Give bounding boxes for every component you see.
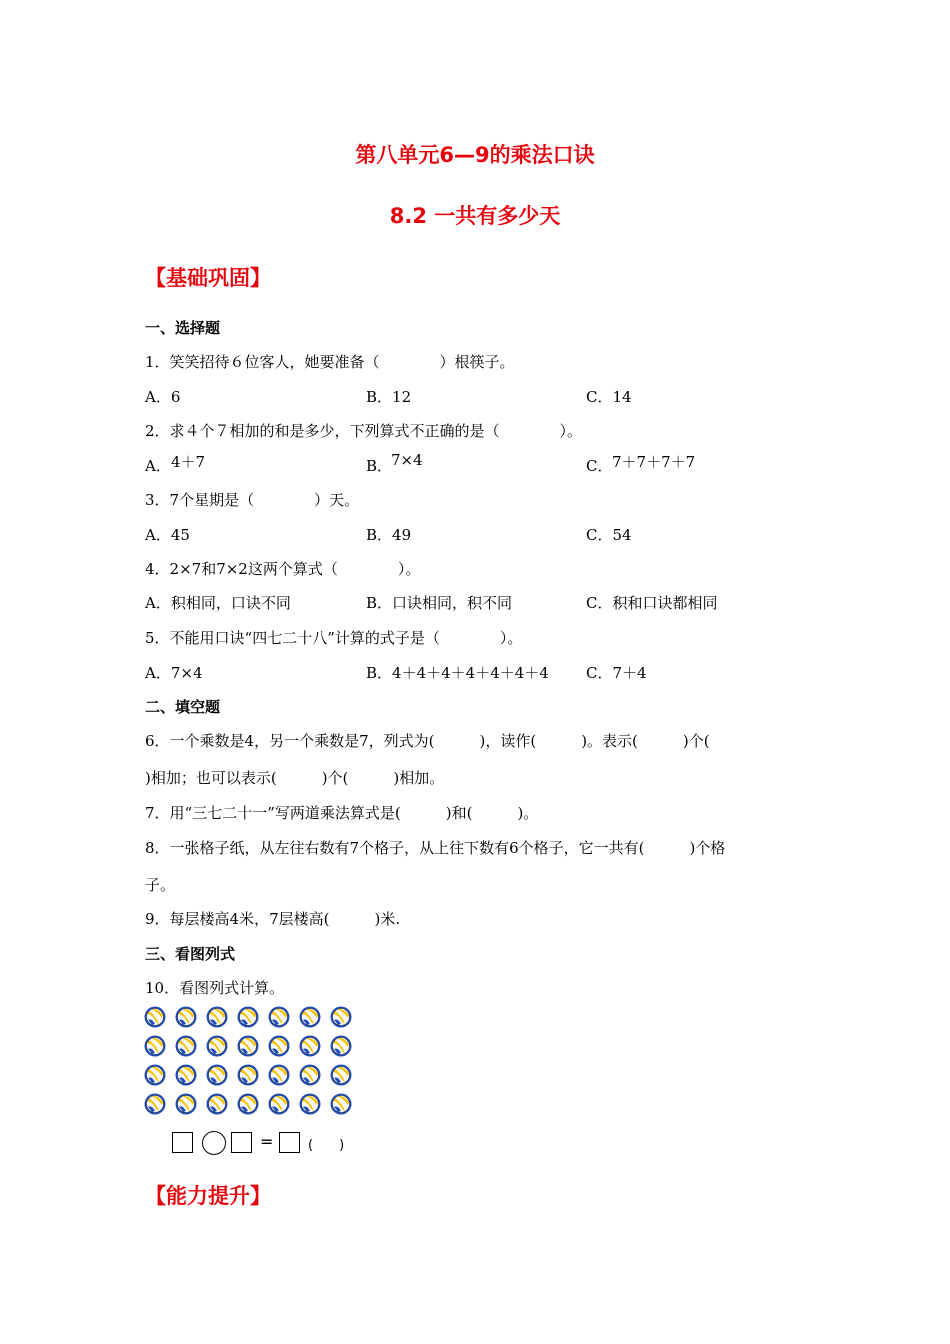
- q3-option-a: A．45: [145, 526, 190, 544]
- volleyball-icon: [206, 1006, 228, 1028]
- q4-option-a: A．积相同，口诀不同: [145, 594, 291, 612]
- page-title: 第八单元6—9的乘法口诀: [355, 143, 595, 167]
- question-6-line1: 6．一个乘数是4，另一个乘数是7，列式为( )，读作( )。表示( )个(: [145, 732, 710, 750]
- q3-option-b: B．49: [366, 526, 412, 544]
- q2-option-b: 7×4: [391, 451, 423, 469]
- q3-option-c: C．54: [586, 526, 632, 544]
- equals-sign: =: [260, 1132, 274, 1151]
- q2-option-c: 7＋7＋7＋7: [612, 453, 696, 471]
- volleyball-icon: [268, 1093, 290, 1115]
- section-basic-heading: 【基础巩固】: [145, 266, 271, 290]
- question-2: 2．求４个７相加的和是多少，下列算式不正确的是（ ）。: [145, 422, 583, 440]
- question-9: 9．每层楼高4米，7层楼高( )米.: [145, 910, 401, 928]
- volleyball-icon: [237, 1035, 259, 1057]
- part-fill-heading: 二、填空题: [145, 698, 221, 716]
- question-8-line2: 子。: [145, 876, 176, 894]
- q4-option-c: C．积和口诀都相同: [586, 594, 718, 612]
- volleyball-icon: [175, 1006, 197, 1028]
- q1-option-c: C．14: [586, 388, 632, 406]
- answer-box-3[interactable]: [279, 1132, 300, 1153]
- unit-parentheses: ( ): [308, 1138, 345, 1153]
- lesson-subtitle: 8.2 一共有多少天: [389, 204, 561, 228]
- q5-option-a: A．7×4: [145, 664, 203, 682]
- section-advanced-heading: 【能力提升】: [145, 1184, 271, 1208]
- question-4: 4．2×7和7×2这两个算式（ ）。: [145, 560, 421, 578]
- volleyball-icon: [268, 1035, 290, 1057]
- q2-option-a: 4＋7: [171, 453, 206, 471]
- volleyball-icon: [268, 1006, 290, 1028]
- question-5: 5．不能用口诀“四七二十八”计算的式子是（ ）。: [145, 629, 523, 647]
- q2-option-b-label: B．: [366, 457, 393, 475]
- q1-option-b: B．12: [366, 388, 412, 406]
- part-picture-heading: 三、看图列式: [145, 945, 236, 963]
- volleyball-icon: [175, 1093, 197, 1115]
- question-3: 3．7个星期是（ ）天。: [145, 491, 360, 509]
- q5-option-b: B．4＋4＋4＋4＋4＋4＋4: [366, 664, 549, 682]
- volleyball-icon: [144, 1064, 166, 1086]
- question-10: 10．看图列式计算。: [145, 979, 285, 997]
- volleyball-icon: [144, 1093, 166, 1115]
- volleyball-icon: [206, 1093, 228, 1115]
- operator-circle[interactable]: [202, 1131, 226, 1155]
- volleyball-icon: [144, 1035, 166, 1057]
- volleyball-icon: [237, 1064, 259, 1086]
- volleyball-icon: [206, 1035, 228, 1057]
- volleyball-icon: [237, 1006, 259, 1028]
- q5-option-c: C．7＋4: [586, 664, 647, 682]
- question-1: 1．笑笑招待６位客人，她要准备（ ）根筷子。: [145, 353, 515, 371]
- volleyball-icon: [175, 1035, 197, 1057]
- volleyball-icon: [237, 1093, 259, 1115]
- volleyball-icon: [299, 1035, 321, 1057]
- answer-box-2[interactable]: [231, 1132, 252, 1153]
- part-choice-heading: 一、选择题: [145, 319, 221, 337]
- volleyball-icon: [299, 1064, 321, 1086]
- volleyball-icon: [330, 1006, 352, 1028]
- volleyball-icon: [175, 1064, 197, 1086]
- q1-option-a: A．6: [145, 388, 181, 406]
- volleyball-icon: [144, 1006, 166, 1028]
- q4-option-b: B．口诀相同，积不同: [366, 594, 513, 612]
- volleyball-icon: [206, 1064, 228, 1086]
- question-8-line1: 8．一张格子纸，从左往右数有7个格子，从上往下数有6个格子，它一共有( )个格: [145, 839, 726, 857]
- q2-option-a-label: A．: [145, 457, 171, 475]
- question-7: 7．用“三七二十一”写两道乘法算式是( )和( )。: [145, 804, 539, 822]
- volleyball-icon: [330, 1064, 352, 1086]
- volleyball-icon: [268, 1064, 290, 1086]
- volleyball-icon: [330, 1093, 352, 1115]
- volleyball-icon: [299, 1006, 321, 1028]
- volleyball-icon: [330, 1035, 352, 1057]
- volleyball-icon: [299, 1093, 321, 1115]
- q2-option-c-label: C．: [586, 457, 613, 475]
- question-6-line2: )相加；也可以表示( )个( )相加。: [145, 769, 445, 787]
- answer-box-1[interactable]: [172, 1132, 193, 1153]
